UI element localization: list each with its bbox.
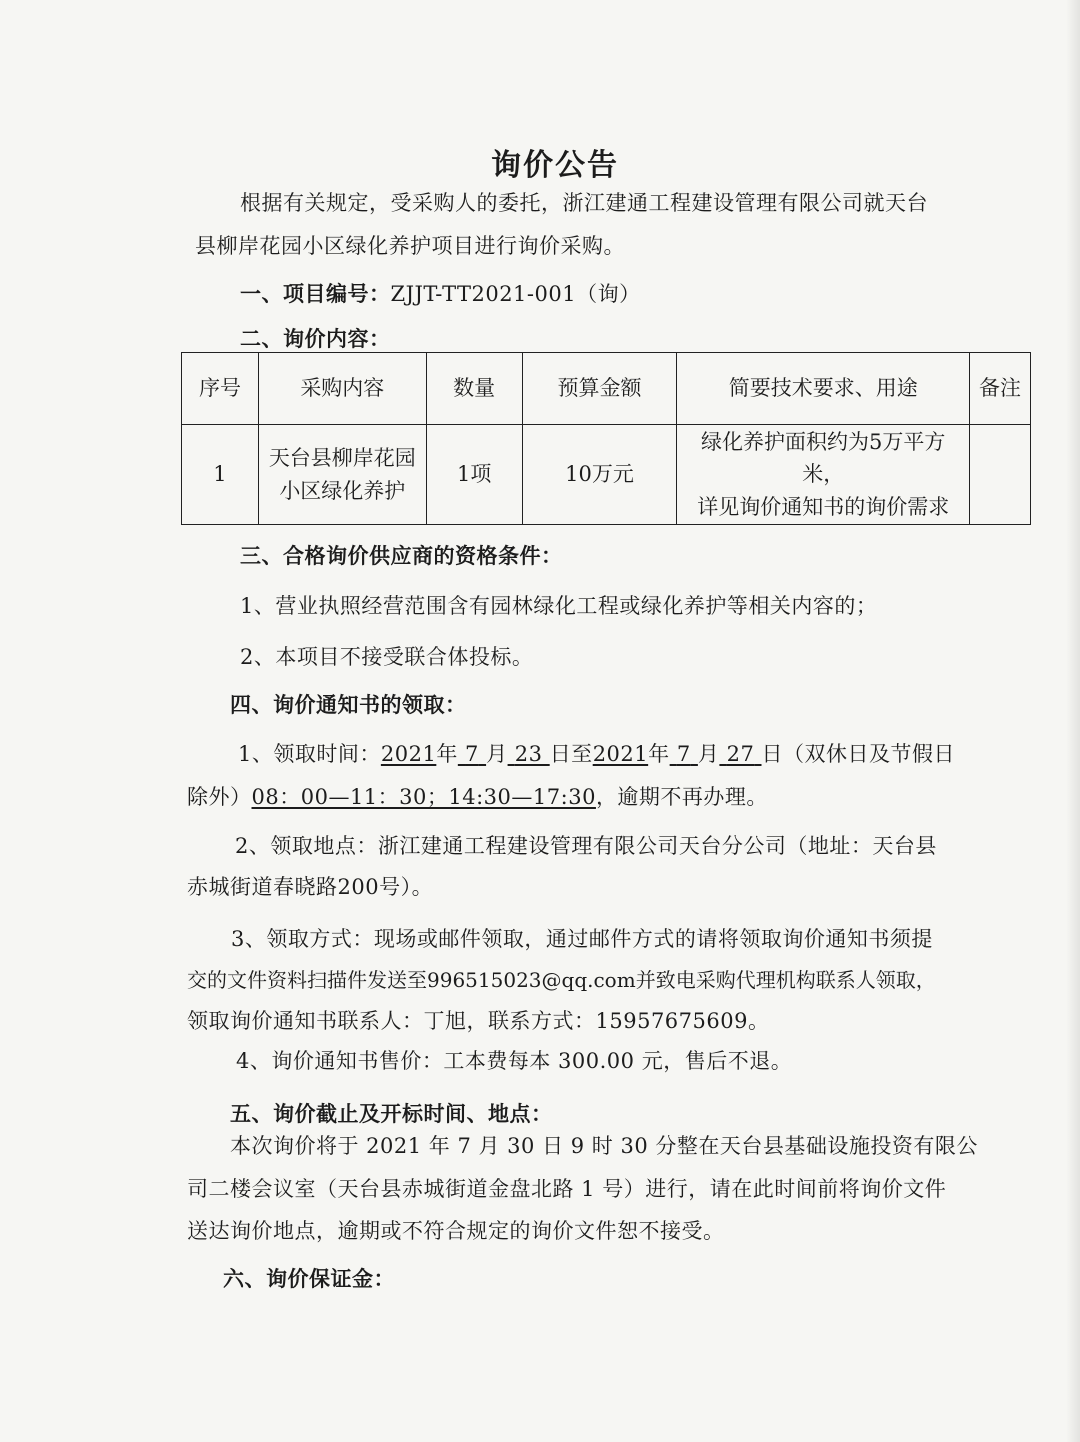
section-5-text-1: 本次询价将于 2021 年 7 月 30 日 9 时 30 分整在天台县基础设施投资有限公 <box>230 1134 978 1158</box>
day-char: 日 <box>761 742 783 766</box>
section-5-text-2: 司二楼会议室（天台县赤城街道金盘北路 1 号）进行，请在此时间前将询价文件 <box>187 1177 947 1201</box>
notice-price: 4、询价通知书售价：工本费每本 300.00 元，售后不退。 <box>236 1049 793 1073</box>
table-cell-content <box>258 425 426 525</box>
qualification-item-1: 1、营业执照经营范围含有园林绿化工程或绿化养护等相关内容的； <box>240 594 878 618</box>
pickup-time-line2-suffix: ，逾期不再办理。 <box>595 785 768 809</box>
month-char: 月 <box>486 742 508 766</box>
section-1 <box>240 283 641 305</box>
content-line-2: 小区绿化养护 <box>279 478 406 503</box>
pickup-method-line-1: 3、领取方式：现场或邮件领取，通过邮件方式的请将领取询价通知书须提 <box>231 927 933 951</box>
year-char: 年 <box>648 742 670 766</box>
year-char: 年 <box>436 742 458 766</box>
start-month: 7 <box>465 742 479 766</box>
pickup-time-line-1 <box>238 744 955 765</box>
table-header-cell: 简要技术要求、用途 <box>677 353 970 425</box>
table-header-cell: 采购内容 <box>258 353 426 425</box>
table-cell-note <box>970 425 1031 525</box>
pickup-time-prefix: 1、领取时间： <box>238 742 381 766</box>
end-month: 7 <box>676 742 691 766</box>
table-cell-no: 1 <box>182 425 259 525</box>
section-5-label: 五、询价截止及开标时间、地点： <box>230 1101 553 1126</box>
section-5-text-3: 送达询价地点，逾期或不符合规定的询价文件恕不接受。 <box>187 1219 725 1243</box>
inquiry-table <box>181 352 1031 525</box>
intro-line-2: 县柳岸花园小区绿化养护项目进行询价采购。 <box>195 234 625 258</box>
pickup-place-line-2: 赤城街道春晓路200号）。 <box>187 875 434 899</box>
project-number: ZJJT-TT2021-001（询） <box>390 282 641 306</box>
table-cell-budget: 10万元 <box>522 425 677 525</box>
document-title: 询价公告 <box>491 148 619 183</box>
table-header-cell: 预算金额 <box>522 353 677 425</box>
intro-line-1: 根据有关规定，受采购人的委托，浙江建通工程建设管理有限公司就天台 <box>240 191 928 215</box>
table-header-cell: 备注 <box>970 353 1031 425</box>
table-header-cell: 数量 <box>426 353 522 425</box>
qualification-item-2: 2、本项目不接受联合体投标。 <box>240 645 534 669</box>
end-year: 2021 <box>592 742 649 766</box>
table-row <box>182 425 1031 525</box>
table-header-row <box>182 353 1031 425</box>
end-day: 27 <box>726 742 755 766</box>
start-day: 23 <box>514 742 543 766</box>
requirements-line-1: 绿化养护面积约为5万平方米， <box>701 429 946 487</box>
pickup-method-line-3: 领取询价通知书联系人：丁旭，联系方式：15957675609。 <box>187 1009 770 1033</box>
pickup-time-line-2 <box>187 787 768 808</box>
pickup-time-suffix: （双休日及节假日 <box>783 742 955 766</box>
month-char: 月 <box>697 742 720 766</box>
content-line-1: 天台县柳岸花园 <box>268 445 416 470</box>
pickup-time-line2-prefix: 除外） <box>187 785 252 809</box>
section-2-label: 二、询价内容： <box>240 326 391 351</box>
section-6-label: 六、询价保证金： <box>223 1266 395 1291</box>
table-header-cell: 序号 <box>182 353 259 425</box>
day-to-char: 日至 <box>549 742 593 766</box>
page-edge-shadow <box>1066 0 1080 1442</box>
start-year: 2021 <box>380 742 437 766</box>
table-cell-requirements <box>677 425 970 525</box>
pickup-method-line-2: 交的文件资料扫描件发送至996515023@qq.com并致电采购代理机构联系人领取， <box>187 968 936 992</box>
section-1-label: 一、项目编号： <box>240 281 391 306</box>
table-cell-qty: 1项 <box>426 425 522 525</box>
section-4-label: 四、询价通知书的领取： <box>230 692 467 717</box>
pickup-place-line-1: 2、领取地点：浙江建通工程建设管理有限公司天台分公司（地址：天台县 <box>235 834 937 858</box>
pickup-hours: 08：00—11：30；14:30—17:30 <box>251 785 596 809</box>
requirements-line-2: 详见询价通知书的询价需求 <box>697 494 950 519</box>
section-3-label: 三、合格询价供应商的资格条件： <box>240 543 563 568</box>
